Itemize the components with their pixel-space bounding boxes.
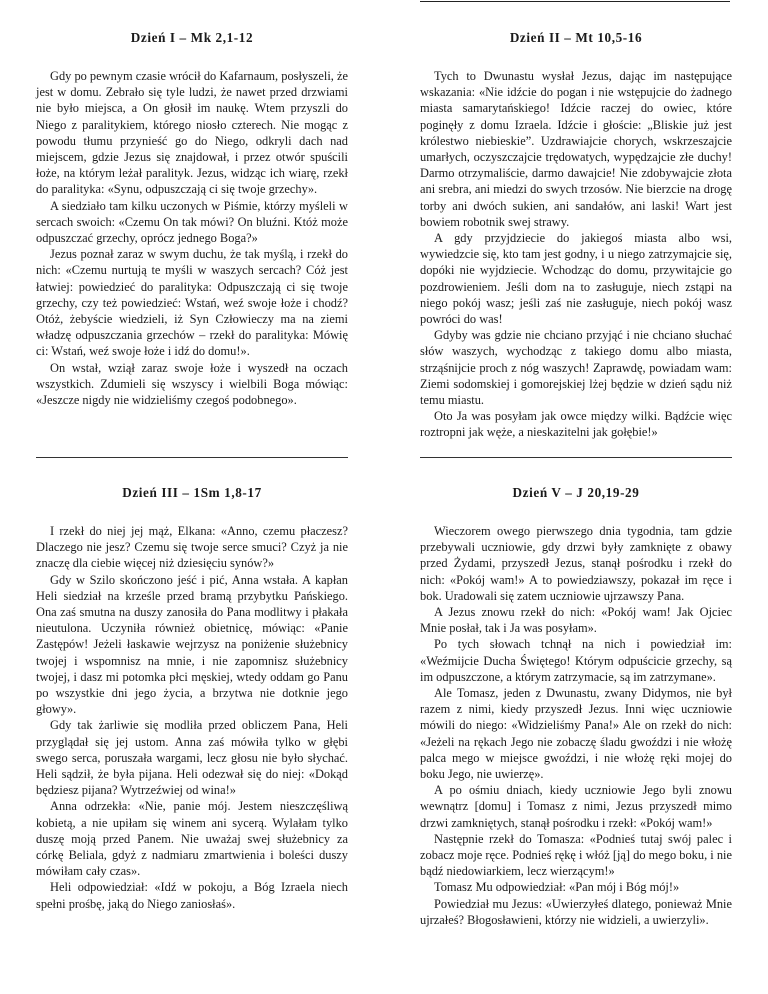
paragraph: Gdy w Szilo skończono jeść i pić, Anna wstała. A kapłan Heli siedział na krześle przed bramą przybytku Pańskiego. Ona zaś smutna na duszy zanosiła do Pana modlitwy i płakała nieutulona. Uczyniła również obietnicę, mówiąc: «Panie Zastępów! Jeżeli łaskawie wejrzysz na poniżenie służebnicy twojej i wspomnisz na mnie, i nie zapomnisz służebnicy twojej, i dasz mi potomka płci męskiej, wtedy oddam go Panu po wszystkie dni jego życia, a brzytwa nie dotknie jego głowy». xyxy=(36,572,348,717)
divider-left xyxy=(36,457,348,458)
paragraph: Ale Tomasz, jeden z Dwunastu, zwany Didymos, nie był razem z nimi, kiedy przyszedł Jezus. Inni więc uczniowie mówili do niego: «Widzieliśmy Pana!» Ale on rzekł do nich: «Jeżeli na rękach Jego nie zobaczę śladu gwoździ i nie włożę palca mego w miejsce gwoździ, i nie włożę ręki mojej do boku Jego, nie uwierzę». xyxy=(420,686,732,782)
reading-day-1 xyxy=(36,30,348,408)
paragraph: Po tych słowach tchnął na nich i powiedział im: «Weźmijcie Ducha Świętego! Którym odpuścicie grzechy, są im odpuszczone, a którym zatrzymacie, są im zatrzymane». xyxy=(420,637,732,684)
paragraph: Następnie rzekł do Tomasza: «Podnieś tutaj swój palec i zobacz moje ręce. Podnieś rękę i włóż [ją] do mego boku, i nie bądź niedowiarkiem, lecz wierzącym!» xyxy=(420,831,732,879)
paragraph: On wstał, wziął zaraz swoje łoże i wyszedł na oczach wszystkich. Zdumieli się wszyscy i wielbili Boga mówiąc: «Jeszcze nigdy nie widzieliśmy czegoś podobnego». xyxy=(36,360,348,408)
paragraph: Jezus poznał zaraz w swym duchu, że tak myślą, i rzekł do nich: «Czemu nurtują te myśli w waszych sercach? Cóż jest łatwiej: powiedzieć do paralityka: Odpuszczają ci się twoje grzechy, czy też powiedzieć: Wstań, weź swoje łoże i chodź? Otóż, żebyście wiedzieli, iż Syn Człowieczy ma na ziemi władzę odpuszczania grzechów – rzekł do paralityka: Mówię ci: Wstań, weź swoje łoże i idź do domu!». xyxy=(36,247,348,359)
top-rule xyxy=(420,1,730,2)
paragraph: A Jezus znowu rzekł do nich: «Pokój wam! Jak Ojciec Mnie posłał, tak i Ja was posyłam». xyxy=(420,605,732,636)
paragraph: Oto Ja was posyłam jak owce między wilki. Bądźcie więc roztropni jak węże, a nieskazitelni jak gołębie!» xyxy=(420,409,732,440)
section-body xyxy=(36,523,348,912)
paragraph: Tych to Dwunastu wysłał Jezus, dając im następujące wskazania: «Nie idźcie do pogan i nie wstępujcie do żadnego miasta samarytańskiego! Idźcie raczej do owiec, które poginęły z domu Izraela. Idźcie i głoście: „Bliskie już jest królestwo niebieskie”. Uzdrawiajcie chorych, wskrzeszajcie umarłych, oczyszczajcie trędowatych, wypędzajcie złe duchy! Darmo otrzymaliście, darmo dawajcie! Nie zdobywajcie złota ani srebra, ani miedzi do swych trzosów. Nie bierzcie na drogę torby ani dwóch sukien, ani sandałów, ani laski! Wart jest bowiem robotnik swej strawy. xyxy=(420,69,732,229)
section-title: Dzień II – Mt 10,5-16 xyxy=(509,30,643,45)
paragraph: A siedziało tam kilku uczonych w Piśmie, którzy myśleli w sercach swoich: «Czemu On tak mówi? On bluźni. Któż może odpuszczać grzechy, oprócz jednego Boga?» xyxy=(36,198,348,246)
reading-day-2 xyxy=(420,30,732,441)
paragraph: Wieczorem owego pierwszego dnia tygodnia, tam gdzie przebywali uczniowie, gdy drzwi były zamknięte z obawy przed Żydami, przyszedł Jezus, stanął pośrodku i rzekł do nich: «Pokój wam!» A to powiedziawszy, pokazał im ręce i bok. Uradowali się zatem uczniowie ujrzawszy Pana. xyxy=(420,524,732,603)
paragraph: Gdy po pewnym czasie wrócił do Kafarnaum, posłyszeli, że jest w domu. Zebrało się tyle ludzi, że nawet przed drzwiami nie było miejsca, a On głosił im naukę. Wtem przyszli do Niego z paralitykiem, którego niosło czterech. Nie mogąc z powodu tłumu przynieść go do Niego, odkryli dach nad miejscem, gdzie Jezus się znajdował, i przez otwór spuścili łoże, na którym leżał paralityk. Jezus, widząc ich wiarę, rzekł do paralityka: «Synu, odpuszczają ci się twoje grzechy». xyxy=(36,69,348,197)
section-body xyxy=(420,523,732,928)
paragraph: Tomasz Mu odpowiedział: «Pan mój i Bóg mój!» xyxy=(434,880,680,895)
section-title: Dzień III – 1Sm 1,8-17 xyxy=(122,485,262,500)
section-body xyxy=(36,68,348,408)
paragraph: Powiedział mu Jezus: «Uwierzyłeś dlatego, ponieważ Mnie ujrzałeś? Błogosławieni, którzy nie widzieli, a uwierzyli». xyxy=(420,896,732,927)
paragraph: A gdy przyjdziecie do jakiegoś miasta albo wsi, wywiedzcie się, kto tam jest godny, i u niego zatrzymajcie się, dopóki nie wyjdziecie. Wchodząc do domu, przywitajcie go pozdrowieniem. Jeśli dom na to zasługuje, niech zstąpi na niego pokój wasz; jeśli zaś nie zasługuje, niech pokój wasz powróci do was! xyxy=(420,231,732,327)
reading-day-5 xyxy=(420,485,732,928)
paragraph: Anna odrzekła: «Nie, panie mój. Jestem nieszczęśliwą kobietą, a nie upiłam się winem ani sycerą. Wylałam tylko duszę moją przed Panem. Nie uważaj swej służebnicy za córkę Beliala, gdyż z nadmiaru zmartwienia i boleści duszy mówiłam cały czas». xyxy=(36,799,348,879)
paragraph: Heli odpowiedział: «Idź w pokoju, a Bóg Izraela niech spełni prośbę, jaką do Niego zaniosłaś». xyxy=(36,880,348,911)
paragraph: A po ośmiu dniach, kiedy uczniowie Jego byli znowu wewnątrz [domu] i Tomasz z nimi, Jezus przyszedł mimo drzwi zamkniętych, stanął pośrodku i rzekł: «Pokój wam!» xyxy=(420,783,732,830)
section-body xyxy=(420,68,732,441)
paragraph: Gdy tak żarliwie się modliła przed obliczem Pana, Heli przyglądał się jej ustom. Anna zaś mówiła tylko w głębi swego serca, poruszała wargami, lecz głosu nie było słychać. Heli sądził, że była pijana. Heli odezwał się do niej: «Dokąd będziesz pijana? Wytrzeźwiej od wina!» xyxy=(36,718,348,798)
paragraph: Gdyby was gdzie nie chciano przyjąć i nie chciano słuchać słów waszych, wychodząc z takiego domu albo miasta, strząśnijcie proch z nóg waszych! Zaprawdę, powiadam wam: Ziemi sodomskiej i gomorejskiej lżej będzie w dzień sądu niż temu miastu. xyxy=(420,328,732,408)
divider-right xyxy=(420,457,732,458)
section-title: Dzień V – J 20,19-29 xyxy=(512,485,640,500)
section-title: Dzień I – Mk 2,1-12 xyxy=(130,30,254,45)
reading-day-3 xyxy=(36,485,348,912)
paragraph: I rzekł do niej jej mąż, Elkana: «Anno, czemu płaczesz? Dlaczego nie jesz? Czemu się twoje serce smuci? Czyż ja nie znaczę dla ciebie więcej niż dziesięciu synów?» xyxy=(36,524,348,571)
